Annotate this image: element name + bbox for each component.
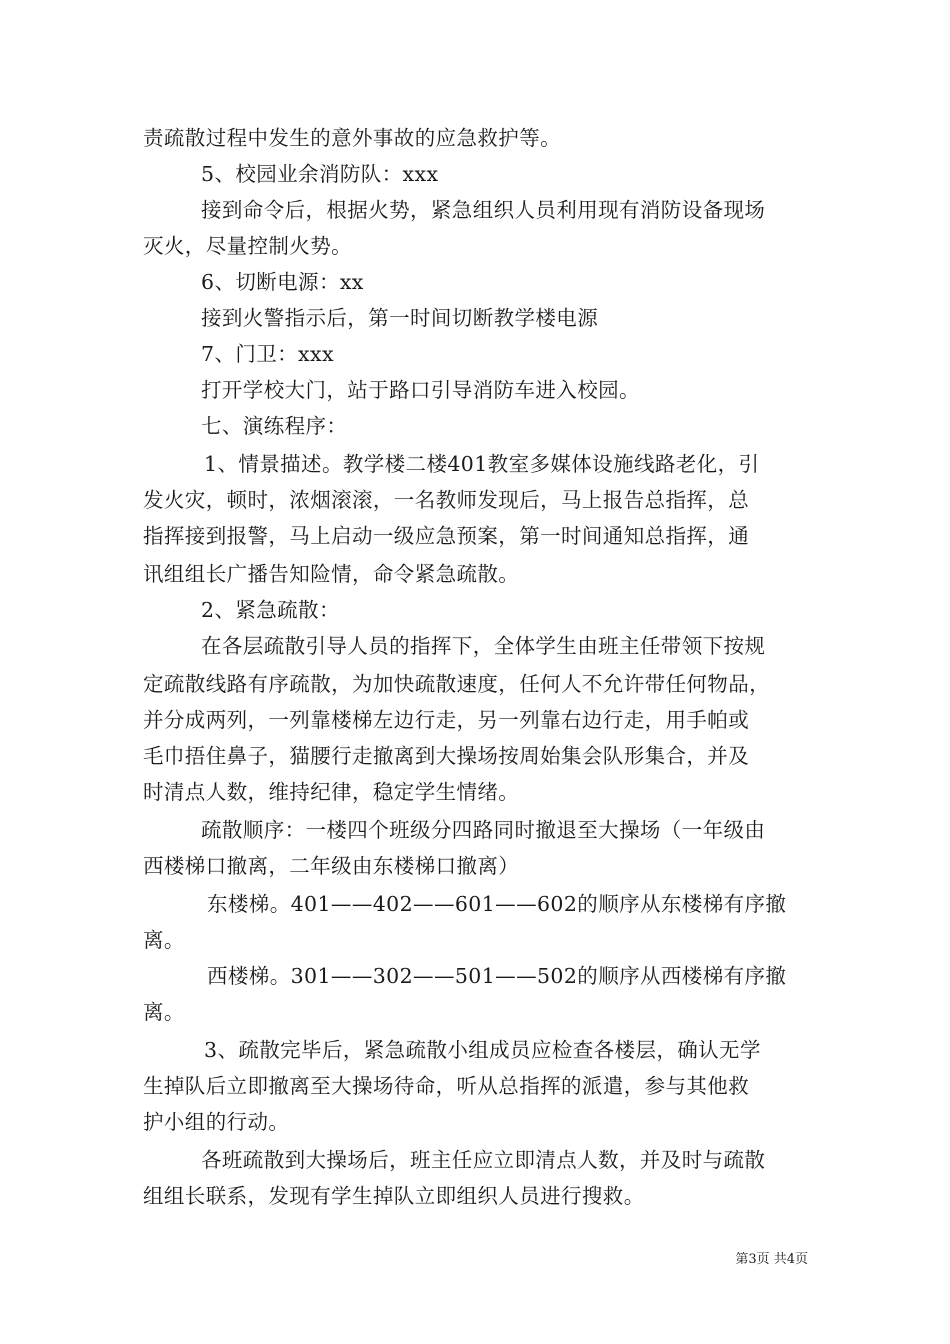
text-line: 组组长联系，发现有学生掉队立即组织人员进行搜救。 — [143, 1184, 645, 1208]
text-line: 2、紧急疏散： — [201, 598, 340, 622]
text-line: 西楼梯口撤离，二年级由东楼梯口撤离） — [143, 854, 520, 878]
text-line: 3、疏散完毕后，紧急疏散小组成员应检查各楼层，确认无学 — [204, 1038, 761, 1062]
text-line: 毛巾捂住鼻子，猫腰行走撤离到大操场按周始集会队形集合，并及 — [143, 744, 750, 768]
text-line: 责疏散过程中发生的意外事故的应急救护等。 — [143, 126, 561, 150]
text-line: 护小组的行动。 — [143, 1110, 290, 1134]
text-line: 接到命令后，根据火势，紧急组织人员利用现有消防设备现场 — [201, 198, 766, 222]
text-line: 接到火警指示后，第一时间切断教学楼电源 — [201, 306, 599, 330]
text-line: 6、切断电源：xx — [201, 270, 364, 294]
text-line: 灭火，尽量控制火势。 — [143, 234, 352, 258]
text-line: 定疏散线路有序疏散，为加快疏散速度，任何人不允许带任何物品， — [143, 672, 770, 696]
page-number: 第3页 共4页 — [735, 1252, 808, 1267]
text-line: 打开学校大门，站于路口引导消防车进入校园。 — [201, 378, 640, 402]
text-line: 1、情景描述。教学楼二楼401教室多媒体设施线路老化，引 — [204, 452, 760, 476]
text-line: 指挥接到报警，马上启动一级应急预案，第一时间通知总指挥，通 — [143, 524, 750, 548]
text-line: 离。 — [143, 1000, 185, 1024]
text-line: 7、门卫：xxx — [201, 342, 334, 366]
text-line: 在各层疏散引导人员的指挥下，全体学生由班主任带领下按规 — [201, 634, 766, 658]
text-line: 各班疏散到大操场后，班主任应立即清点人数，并及时与疏散 — [201, 1148, 766, 1172]
text-line: 并分成两列，一列靠楼梯左边行走，另一列靠右边行走，用手帕或 — [143, 708, 750, 732]
text-line: 5、校园业余消防队：xxx — [201, 162, 439, 186]
section-heading: 七、演练程序： — [201, 414, 348, 438]
text-line: 西楼梯。301——302——501——502的顺序从西楼梯有序撤 — [207, 964, 787, 988]
text-line: 离。 — [143, 928, 185, 952]
text-line: 生掉队后立即撤离至大操场待命，听从总指挥的派遣，参与其他救 — [143, 1074, 750, 1098]
text-line: 疏散顺序：一楼四个班级分四路同时撤退至大操场（一年级由 — [201, 818, 766, 842]
text-line: 讯组组长广播告知险情，命令紧急疏散。 — [143, 562, 520, 586]
text-line: 东楼梯。401——402——601——602的顺序从东楼梯有序撤 — [207, 892, 787, 916]
text-line: 发火灾，顿时，浓烟滚滚，一名教师发现后，马上报告总指挥，总 — [143, 488, 750, 512]
text-line: 时清点人数，维持纪律，稳定学生情绪。 — [143, 780, 520, 804]
